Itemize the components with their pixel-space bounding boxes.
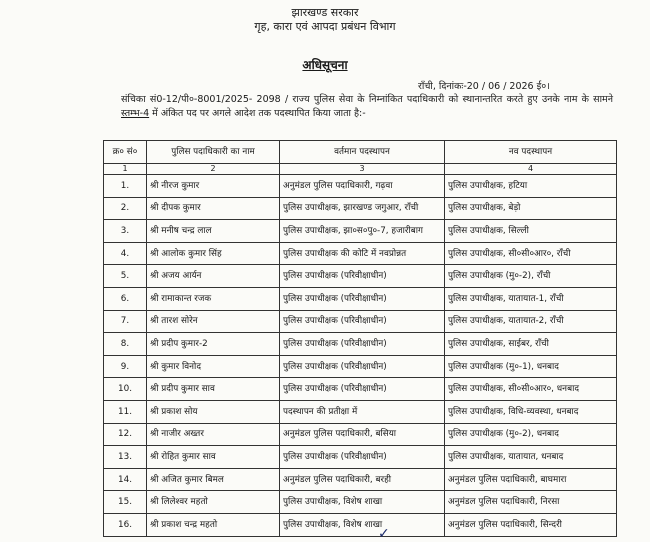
table-row xyxy=(104,355,617,378)
date-line: राँची, दिनांकः-20 / 06 / 2026 ई०। xyxy=(418,81,550,92)
department-name: गृह, कारा एवं आपदा प्रबंधन विभाग xyxy=(254,20,396,33)
serial-cell: 4. xyxy=(104,242,147,265)
officer-name-cell: श्री प्रदीप कुमार साव xyxy=(147,378,280,401)
current-posting-cell: पुलिस उपाधीक्षक की कोटि में नवप्रोन्नत xyxy=(280,242,445,265)
current-posting-cell: पुलिस उपाधीक्षक, विशेष शाखा xyxy=(280,513,445,536)
table-row xyxy=(104,333,617,356)
table-row xyxy=(104,197,617,220)
serial-cell: 8. xyxy=(104,333,147,356)
new-posting-cell: पुलिस उपाधीक्षक, साईबर, राँची xyxy=(445,333,617,356)
document-header xyxy=(0,6,650,34)
current-posting-cell: पुलिस उपाधीक्षक (परिवीक्षाधीन) xyxy=(280,287,445,310)
serial-cell: 5. xyxy=(104,265,147,288)
paragraph-part1: संचिका सं0-12/पी०-8001/2025- 2098 / राज्य पुलिस सेवा के निम्नांकित पदाधिकारी को स्थानान्तरित करते हुए उनके नाम के सामने xyxy=(121,94,613,105)
table-row xyxy=(104,175,617,198)
govt-name: झारखण्ड सरकार xyxy=(291,6,359,19)
table-row xyxy=(104,423,617,446)
serial-cell: 15. xyxy=(104,491,147,514)
table-row xyxy=(104,400,617,423)
serial-cell: 7. xyxy=(104,310,147,333)
header-name: पुलिस पदाधिकारी का नाम xyxy=(147,141,280,164)
table-row xyxy=(104,446,617,469)
new-posting-cell: अनुमंडल पुलिस पदाधिकारी, सिन्दरी xyxy=(445,513,617,536)
header-serial: क्र० सं० xyxy=(104,141,147,164)
officer-name-cell: श्री अजय आर्यन xyxy=(147,265,280,288)
serial-cell: 13. xyxy=(104,446,147,469)
notification-title-wrap xyxy=(0,56,650,73)
order-paragraph xyxy=(121,93,613,121)
current-posting-cell: पुलिस उपाधीक्षक (परिवीक्षाधीन) xyxy=(280,333,445,356)
officer-name-cell: श्री आलोक कुमार सिंह xyxy=(147,242,280,265)
new-posting-cell: पुलिस उपाधीक्षक, यातायात, धनबाद xyxy=(445,446,617,469)
column-number-row xyxy=(104,164,617,175)
table-row xyxy=(104,242,617,265)
current-posting-cell: अनुमंडल पुलिस पदाधिकारी, बरही xyxy=(280,468,445,491)
serial-cell: 14. xyxy=(104,468,147,491)
serial-cell: 1. xyxy=(104,175,147,198)
officer-name-cell: श्री प्रदीप कुमार-2 xyxy=(147,333,280,356)
col-number: 2 xyxy=(147,164,280,175)
table-row xyxy=(104,287,617,310)
signature-mark-icon: ✓ xyxy=(378,526,390,542)
officer-name-cell: श्री नाजीर अख्तर xyxy=(147,423,280,446)
current-posting-cell: अनुमंडल पुलिस पदाधिकारी, गढ़वा xyxy=(280,175,445,198)
current-posting-cell: अनुमंडल पुलिस पदाधिकारी, बसिया xyxy=(280,423,445,446)
paragraph-underlined: स्तम्भ-4 xyxy=(121,108,150,119)
paragraph-part2: में अंकित पद पर अगले आदेश तक पदस्थापित किया जाता है:- xyxy=(149,108,366,119)
officer-name-cell: श्री लिलेश्वर महतो xyxy=(147,491,280,514)
new-posting-cell: पुलिस उपाधीक्षक, विधि-व्यवस्था, धनबाद xyxy=(445,400,617,423)
new-posting-cell: अनुमंडल पुलिस पदाधिकारी, निरसा xyxy=(445,491,617,514)
transfer-table xyxy=(103,140,617,537)
table-row xyxy=(104,220,617,243)
table-row xyxy=(104,468,617,491)
new-posting-cell: पुलिस उपाधीक्षक, यातायात-1, राँची xyxy=(445,287,617,310)
table-row xyxy=(104,513,617,536)
table-row xyxy=(104,378,617,401)
table-header-row xyxy=(104,141,617,164)
header-new-posting: नव पदस्थापन xyxy=(445,141,617,164)
officer-name-cell: श्री रामाकान्त रजक xyxy=(147,287,280,310)
officer-name-cell: श्री मनीष चन्द्र लाल xyxy=(147,220,280,243)
notification-title: अधिसूचना xyxy=(302,58,348,72)
table-body xyxy=(104,175,617,537)
col-number: 1 xyxy=(104,164,147,175)
officer-name-cell: श्री अजित कुमार बिमल xyxy=(147,468,280,491)
officer-name-cell: श्री प्रकाश चन्द्र महतो xyxy=(147,513,280,536)
new-posting-cell: पुलिस उपाधीक्षक, बेड़ो xyxy=(445,197,617,220)
serial-cell: 10. xyxy=(104,378,147,401)
serial-cell: 6. xyxy=(104,287,147,310)
current-posting-cell: पदस्थापन की प्रतीक्षा में xyxy=(280,400,445,423)
officer-name-cell: श्री रोहित कुमार साव xyxy=(147,446,280,469)
serial-cell: 11. xyxy=(104,400,147,423)
officer-name-cell: श्री कुमार विनोद xyxy=(147,355,280,378)
new-posting-cell: पुलिस उपाधीक्षक (मु०-1), धनबाद xyxy=(445,355,617,378)
header-current-posting: वर्तमान पदस्थापन xyxy=(280,141,445,164)
officer-name-cell: श्री तारश सोरेन xyxy=(147,310,280,333)
table-row xyxy=(104,310,617,333)
col-number: 4 xyxy=(445,164,617,175)
serial-cell: 12. xyxy=(104,423,147,446)
table-row xyxy=(104,265,617,288)
new-posting-cell: अनुमंडल पुलिस पदाधिकारी, बाघमारा xyxy=(445,468,617,491)
current-posting-cell: पुलिस उपाधीक्षक, झारखण्ड जगुआर, राँची xyxy=(280,197,445,220)
new-posting-cell: पुलिस उपाधीक्षक, यातायात-2, राँची xyxy=(445,310,617,333)
officer-name-cell: श्री दीपक कुमार xyxy=(147,197,280,220)
current-posting-cell: पुलिस उपाधीक्षक, विशेष शाखा xyxy=(280,491,445,514)
col-number: 3 xyxy=(280,164,445,175)
new-posting-cell: पुलिस उपाधीक्षक, सी०सी०आर०, राँची xyxy=(445,242,617,265)
officer-name-cell: श्री नीरज कुमार xyxy=(147,175,280,198)
new-posting-cell: पुलिस उपाधीक्षक (मु०-2), धनबाद xyxy=(445,423,617,446)
table-row xyxy=(104,491,617,514)
current-posting-cell: पुलिस उपाधीक्षक (परिवीक्षाधीन) xyxy=(280,265,445,288)
officer-name-cell: श्री प्रकाश सोय xyxy=(147,400,280,423)
serial-cell: 3. xyxy=(104,220,147,243)
new-posting-cell: पुलिस उपाधीक्षक, सिल्ली xyxy=(445,220,617,243)
serial-cell: 9. xyxy=(104,355,147,378)
current-posting-cell: पुलिस उपाधीक्षक (परिवीक्षाधीन) xyxy=(280,355,445,378)
current-posting-cell: पुलिस उपाधीक्षक, झा०स०पु०-7, हजारीबाग xyxy=(280,220,445,243)
new-posting-cell: पुलिस उपाधीक्षक, सी०सी०आर०, धनबाद xyxy=(445,378,617,401)
current-posting-cell: पुलिस उपाधीक्षक (परिवीक्षाधीन) xyxy=(280,378,445,401)
current-posting-cell: पुलिस उपाधीक्षक (परिवीक्षाधीन) xyxy=(280,446,445,469)
new-posting-cell: पुलिस उपाधीक्षक, हटिया xyxy=(445,175,617,198)
serial-cell: 2. xyxy=(104,197,147,220)
serial-cell: 16. xyxy=(104,513,147,536)
current-posting-cell: पुलिस उपाधीक्षक (परिवीक्षाधीन) xyxy=(280,310,445,333)
new-posting-cell: पुलिस उपाधीक्षक (मु०-2), राँची xyxy=(445,265,617,288)
